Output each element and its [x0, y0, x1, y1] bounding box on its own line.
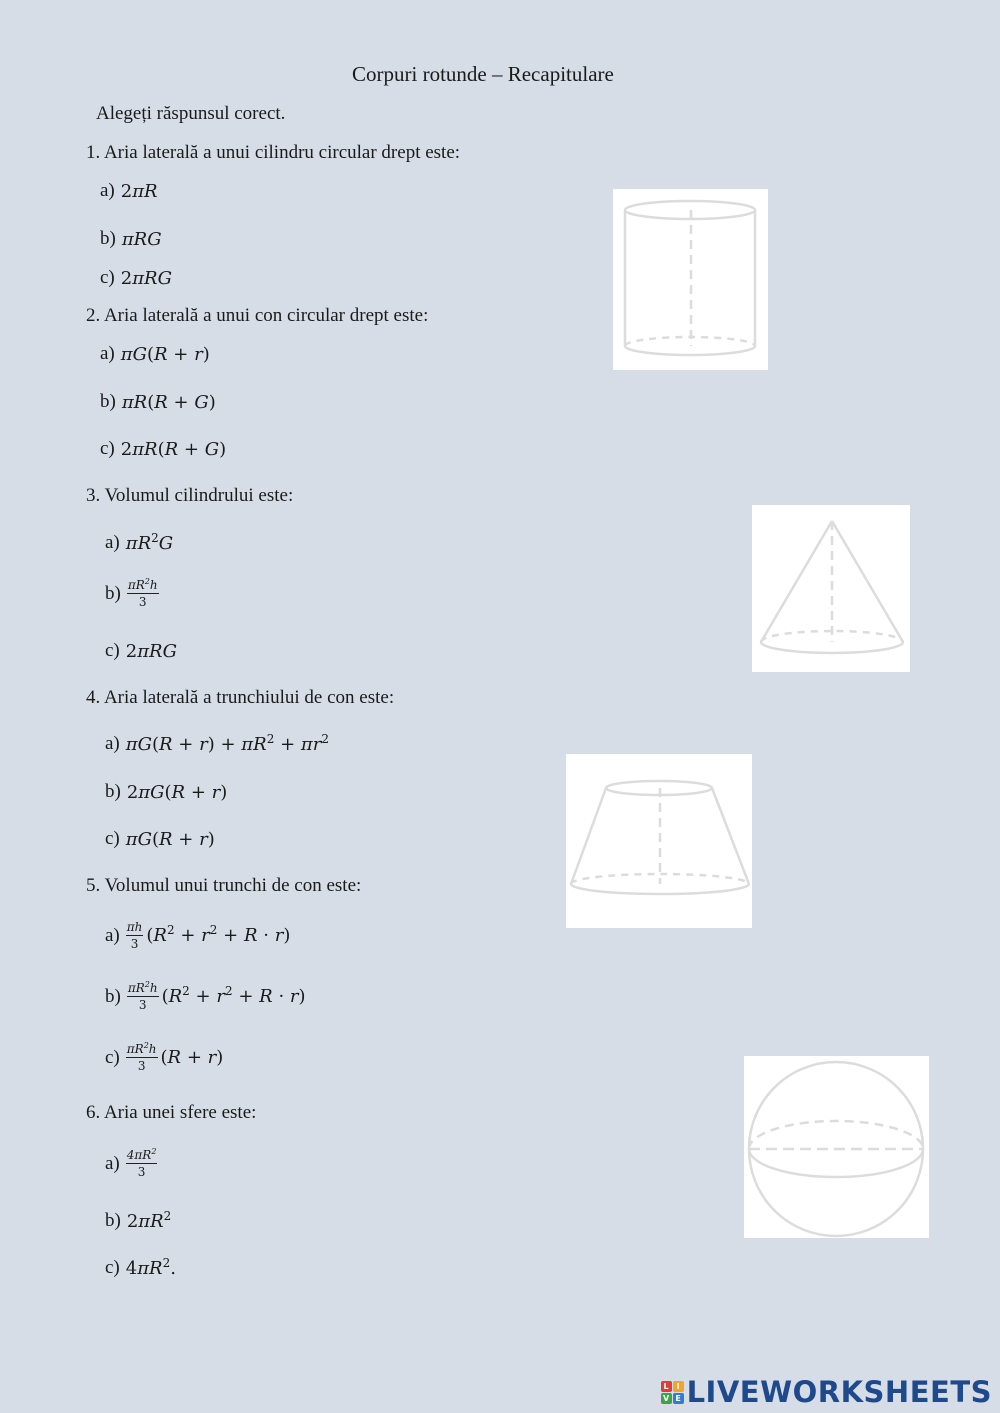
q6-option-c[interactable]: c) $4\pi R^2$. — [105, 1255, 176, 1279]
option-label: c) — [100, 438, 115, 459]
option-label: b) — [105, 582, 121, 604]
q3-option-b[interactable]: b) $\frac{\pi R^2h}{3}$ — [105, 577, 158, 609]
q5-option-b[interactable]: b) $\frac{\pi R^2h}{3}$ $(R^2 + r^2 + R \cdot r)$ — [105, 980, 306, 1012]
q6-option-a[interactable]: a) $\frac{4\pi R^2}{3}$ — [105, 1147, 157, 1179]
logo-mark-letter: E — [673, 1393, 684, 1404]
question-1: 1. Aria laterală a unui cilindru circular drept este: — [86, 142, 461, 163]
q4-option-a[interactable]: a) $\pi G(R + r) + \pi R^2 + \pi r^2$ — [105, 731, 329, 755]
q1-option-c[interactable]: c) 2πRG — [100, 267, 172, 289]
liveworksheets-logo — [661, 1375, 992, 1409]
question-3: 3. Volumul cilindrului este: — [86, 485, 294, 506]
option-label: a) — [100, 343, 115, 364]
question-4: 4. Aria laterală a trunchiului de con este: — [86, 687, 395, 708]
q4-option-c[interactable]: c) πG(R + r) — [105, 828, 215, 850]
option-label: a) — [105, 1152, 120, 1174]
sphere-figure — [744, 1056, 929, 1238]
q6-option-b[interactable]: b) $2\pi R^2$ — [105, 1208, 172, 1232]
liveworksheets-text: LIVEWORKSHEETS — [686, 1375, 992, 1409]
page-title: Corpuri rotunde – Recapitulare — [352, 62, 614, 86]
q2-option-b[interactable]: b) πR(R + G) — [100, 391, 216, 413]
option-label: b) — [105, 781, 121, 802]
liveworksheets-mark-icon — [661, 1381, 684, 1404]
q2-option-c[interactable]: c) 2πR(R + G) — [100, 438, 227, 460]
question-5: 5. Volumul unui trunchi de con este: — [86, 875, 362, 896]
frustum-figure — [566, 754, 752, 928]
q1-option-b[interactable]: b) πRG — [100, 228, 162, 250]
q3-option-c[interactable]: c) 2πRG — [105, 640, 177, 662]
option-label: b) — [100, 228, 116, 249]
cone-figure — [752, 505, 910, 672]
question-6: 6. Aria unei sfere este: — [86, 1102, 257, 1123]
instruction-text: Alegeți răspunsul corect. — [96, 103, 286, 124]
option-label: a) — [105, 924, 120, 946]
logo-mark-letter: I — [673, 1381, 684, 1392]
option-label: a) — [105, 733, 120, 754]
q4-option-b[interactable]: b) 2πG(R + r) — [105, 781, 228, 803]
option-label: a) — [105, 532, 120, 553]
q5-option-a[interactable]: a) $\frac{\pi h}{3}$ $(R^2 + r^2 + R \cdot r)$ — [105, 920, 291, 951]
option-label: b) — [105, 985, 121, 1007]
option-label: c) — [105, 1046, 120, 1068]
question-2: 2. Aria laterală a unui con circular drept este: — [86, 305, 429, 326]
option-label: c) — [105, 1257, 120, 1278]
option-label: a) — [100, 180, 115, 201]
q3-option-a[interactable]: a) $\pi R^2G$ — [105, 530, 174, 554]
option-label: b) — [100, 391, 116, 412]
option-label: c) — [100, 267, 115, 288]
logo-mark-letter: L — [661, 1381, 672, 1392]
logo-mark-letter: V — [661, 1393, 672, 1404]
q2-option-a[interactable]: a) πG(R + r) — [100, 343, 210, 365]
cylinder-figure — [613, 189, 768, 370]
option-label: c) — [105, 828, 120, 849]
q1-option-a[interactable]: a) 2πR — [100, 180, 158, 202]
option-label: c) — [105, 640, 120, 661]
option-label: b) — [105, 1210, 121, 1231]
q5-option-c[interactable]: c) $\frac{\pi R^2h}{3}$ (R + r) — [105, 1041, 224, 1073]
